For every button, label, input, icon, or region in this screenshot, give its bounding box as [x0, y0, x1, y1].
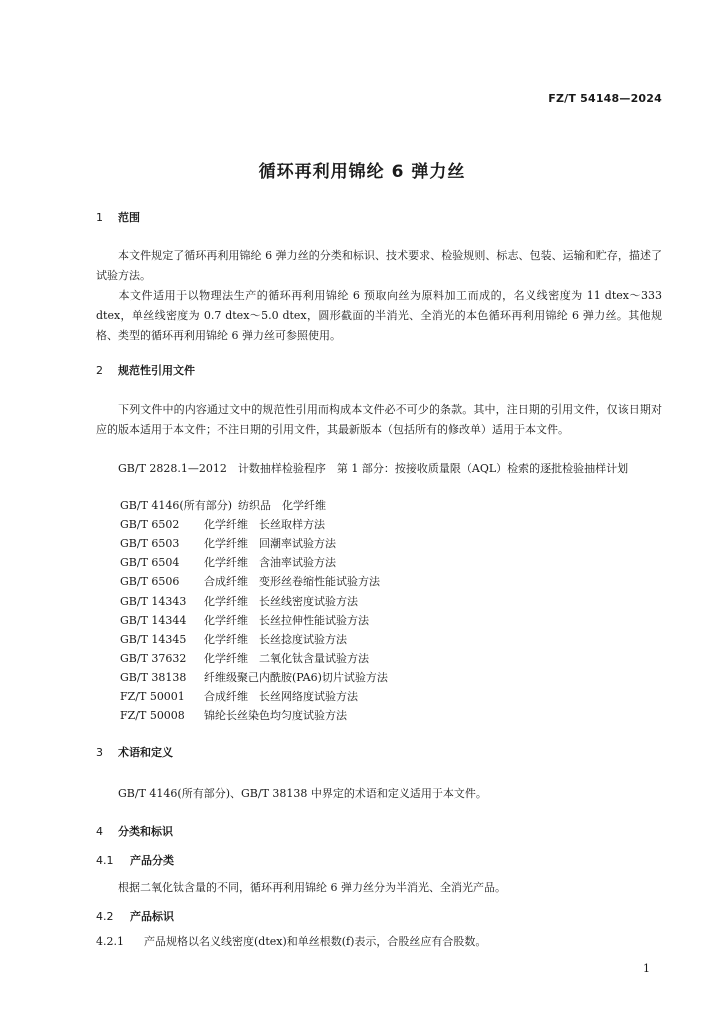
reference-title: 化学纤维 长丝取样方法	[204, 518, 325, 532]
paragraph: 本文件适用于以物理法生产的循环再利用锦纶 6 预取向丝为原料加工而成的，名义线密度为 11 dtex～333 dtex，单丝线密度为 0.7 dtex～5.0 dtex，圆形截面的半消光、全消光的本色循环再利用锦纶 6 弹力丝。其他规格、类型的循环再利用锦纶 6 弹力丝可参照使用。	[96, 289, 662, 342]
paragraph: 根据二氧化钛含量的不同，循环再利用锦纶 6 弹力丝分为半消光、全消光产品。	[118, 881, 506, 894]
reference-title: 合成纤维 长丝网络度试验方法	[204, 690, 358, 703]
reference-code: GB/T 6506	[120, 575, 180, 589]
reference-title: 锦纶长丝染色均匀度试验方法	[204, 709, 347, 723]
reference-title: 化学纤维 二氧化钛含量试验方法	[204, 651, 369, 665]
reference-code: GB/T 6503	[120, 537, 180, 551]
standard-code: FZ/T 54148—2024	[548, 92, 662, 105]
reference-code: GB/T 38138	[120, 670, 187, 684]
reference-code: GB/T 6502	[120, 518, 180, 532]
reference-code: FZ/T 50008	[120, 709, 185, 723]
reference-item	[120, 592, 358, 611]
reference-title: 化学纤维 回潮率试验方法	[204, 537, 336, 551]
section-heading-scope	[96, 209, 140, 225]
reference-code: GB/T 14344	[120, 613, 187, 627]
section-number: 1	[96, 211, 103, 224]
paragraph: 下列文件中的内容通过文中的规范性引用而构成本文件必不可少的条款。其中，注日期的引用文件，仅该日期对应的版本适用于本文件；不注日期的引用文件，其最新版本（包括所有的修改单）适用于本文件。	[96, 403, 662, 436]
reference-code: GB/T 37632	[120, 651, 187, 665]
reference-item	[120, 649, 369, 668]
reference-code: GB/T 6504	[120, 556, 180, 570]
reference-title: 纤维级聚己内酰胺(PA6)切片试验方法	[204, 670, 388, 684]
reference-title: 化学纤维 长丝捻度试验方法	[204, 632, 347, 646]
reference-item	[120, 687, 358, 706]
section-heading-classification: 4 分类和标识	[96, 825, 173, 838]
reference-item: GB/T 2828.1—2012 计数抽样检验程序 第 1 部分：按接收质量限（AQL）检索的逐批检验抽样计划	[118, 462, 629, 475]
reference-item	[120, 515, 325, 534]
reference-title: 化学纤维 含油率试验方法	[204, 556, 336, 570]
reference-item	[120, 630, 347, 649]
reference-item	[120, 706, 347, 725]
subsection-heading: 4.1 产品分类	[96, 854, 174, 867]
reference-item	[120, 496, 326, 515]
reference-item	[120, 553, 336, 572]
section-heading-normative: 2 规范性引用文件	[96, 364, 195, 377]
reference-title: 纺织品 化学纤维	[238, 499, 326, 512]
paragraph: GB/T 4146(所有部分)、GB/T 38138 中界定的术语和定义适用于本文件。	[118, 787, 487, 800]
reference-title: 化学纤维 长丝拉伸性能试验方法	[204, 613, 369, 627]
reference-code: GB/T 14345	[120, 632, 187, 646]
reference-title: 化学纤维 长丝线密度试验方法	[204, 594, 358, 608]
document-title: 循环再利用锦纶 6 弹力丝	[258, 162, 466, 182]
reference-code: GB/T 14343	[120, 594, 187, 608]
reference-item	[120, 572, 380, 591]
reference-item	[120, 668, 388, 687]
reference-item	[120, 534, 336, 553]
reference-code: FZ/T 50001	[120, 690, 185, 703]
clause: 4.2.1 产品规格以名义线密度(dtex)和单丝根数(f)表示，合股丝应有合股数。	[96, 935, 487, 948]
reference-title: 合成纤维 变形丝卷缩性能试验方法	[204, 575, 380, 589]
section-title: 范围	[118, 211, 140, 224]
page-number: 1	[643, 962, 650, 975]
reference-item	[120, 611, 369, 630]
subsection-heading: 4.2 产品标识	[96, 910, 174, 923]
reference-code: GB/T 4146(所有部分)	[120, 499, 232, 512]
section-heading-terms: 3 术语和定义	[96, 746, 173, 759]
paragraph: 本文件规定了循环再利用锦纶 6 弹力丝的分类和标识、技术要求、检验规则、标志、包装、运输和贮存，描述了试验方法。	[96, 249, 662, 282]
